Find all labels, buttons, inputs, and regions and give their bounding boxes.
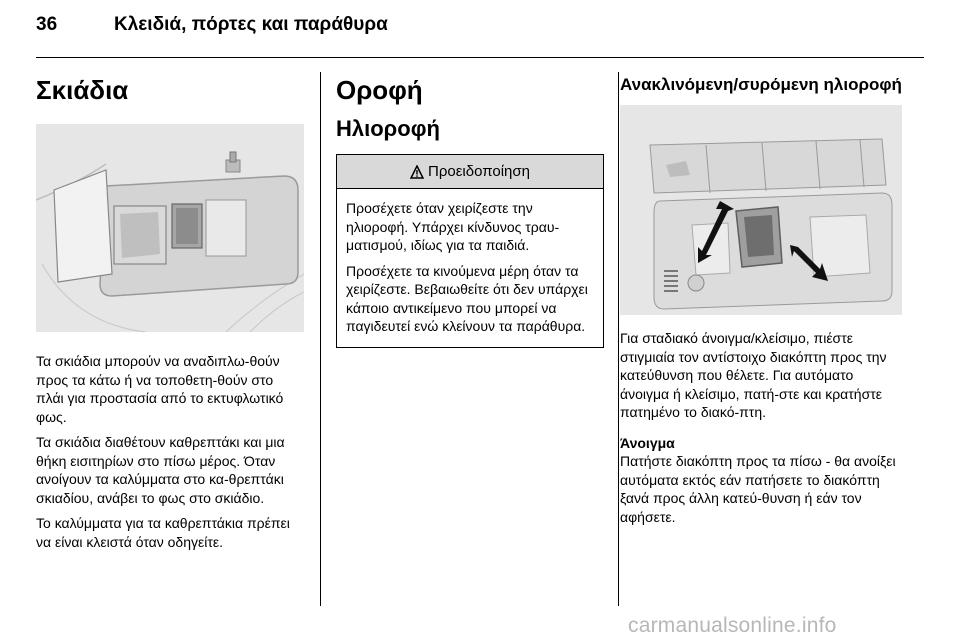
tilt-slide-section xyxy=(620,74,902,533)
header-rule xyxy=(36,57,924,58)
column-divider-1 xyxy=(320,72,321,606)
opening-subheading: Άνοιγμα xyxy=(620,434,675,451)
sunvisors-paragraph: Τα σκιάδια μπορούν να αναδιπλω-θούν προς τα κάτω ή να τοποθετη-θούν στο πλάι για προστασία από το εκτυφλωτικό φως. xyxy=(36,353,284,425)
roof-switch-illustration xyxy=(620,105,902,315)
page-number: 36 xyxy=(36,14,58,35)
tilt-slide-intro: Για σταδιακό άνοιγμα/κλείσιμο, πιέστε στιγμιαία τον αντίστοιχο διακόπτη προς την κατεύθυνση που θέλετε. Για αυτόματο άνοιγμα ή κλείσιμο, πατή-στε και κρατήστε πατημένο το διακό-πτη. xyxy=(620,330,887,420)
column-divider-2 xyxy=(618,72,619,606)
watermark: carmanualsonline.info xyxy=(628,614,837,637)
warning-paragraph: Προσέχετε τα κινούμενα μέρη όταν τα χειρίζεστε. Βεβαιωθείτε ότι δεν υπάρχει κάποιο αντικείμενο που μπορεί να παγιδευτεί ενώ κλείνουν τα παράθυρα. xyxy=(346,262,588,334)
roof-section xyxy=(336,74,604,348)
sunvisors-paragraph: Τα σκιάδια διαθέτουν καθρεπτάκι και μια θήκη εισιτηρίων στο πίσω μέρος. Όταν ανοίγουν τα καλύμματα στο κα-θρεπτάκι σκιαδίου, ανάβει το φως στο σκιάδιο. xyxy=(36,434,285,506)
warning-box xyxy=(336,154,604,348)
roof-heading: Οροφή xyxy=(336,75,423,105)
warning-paragraph: Προσέχετε όταν χειρίζεστε την ηλιοροφή. Υπάρχει κίνδυνος τραυ-ματισμού, ιδίως για τα παιδιά. xyxy=(346,200,560,253)
sunvisors-section xyxy=(36,74,304,558)
warning-header xyxy=(337,155,603,189)
warning-body xyxy=(337,189,603,347)
sunvisors-heading: Σκιάδια xyxy=(36,75,129,105)
chapter-title: Κλειδιά, πόρτες και παράθυρα xyxy=(114,14,388,35)
opening-paragraph: Πατήστε διακόπτη προς τα πίσω - θα ανοίξει αυτόματα εκτός εάν πατήσετε το διακόπτη ξανά προς άλλη κατεύ-θυνση ή εάν τον αφήσετε. xyxy=(620,453,896,525)
warning-title: Προειδοποίηση xyxy=(428,163,530,180)
sunroof-heading: Ηλιοροφή xyxy=(336,116,440,141)
sun-visor-illustration xyxy=(36,124,304,332)
page-header xyxy=(36,14,388,46)
sunvisors-paragraph: Το καλύμματα για τα καθρεπτάκια πρέπει να είναι κλειστά όταν οδηγείτε. xyxy=(36,515,290,550)
tilt-slide-heading: Ανακλινόμενη/συρόμενη ηλιοροφή xyxy=(620,75,902,94)
warning-triangle-icon xyxy=(410,165,424,179)
